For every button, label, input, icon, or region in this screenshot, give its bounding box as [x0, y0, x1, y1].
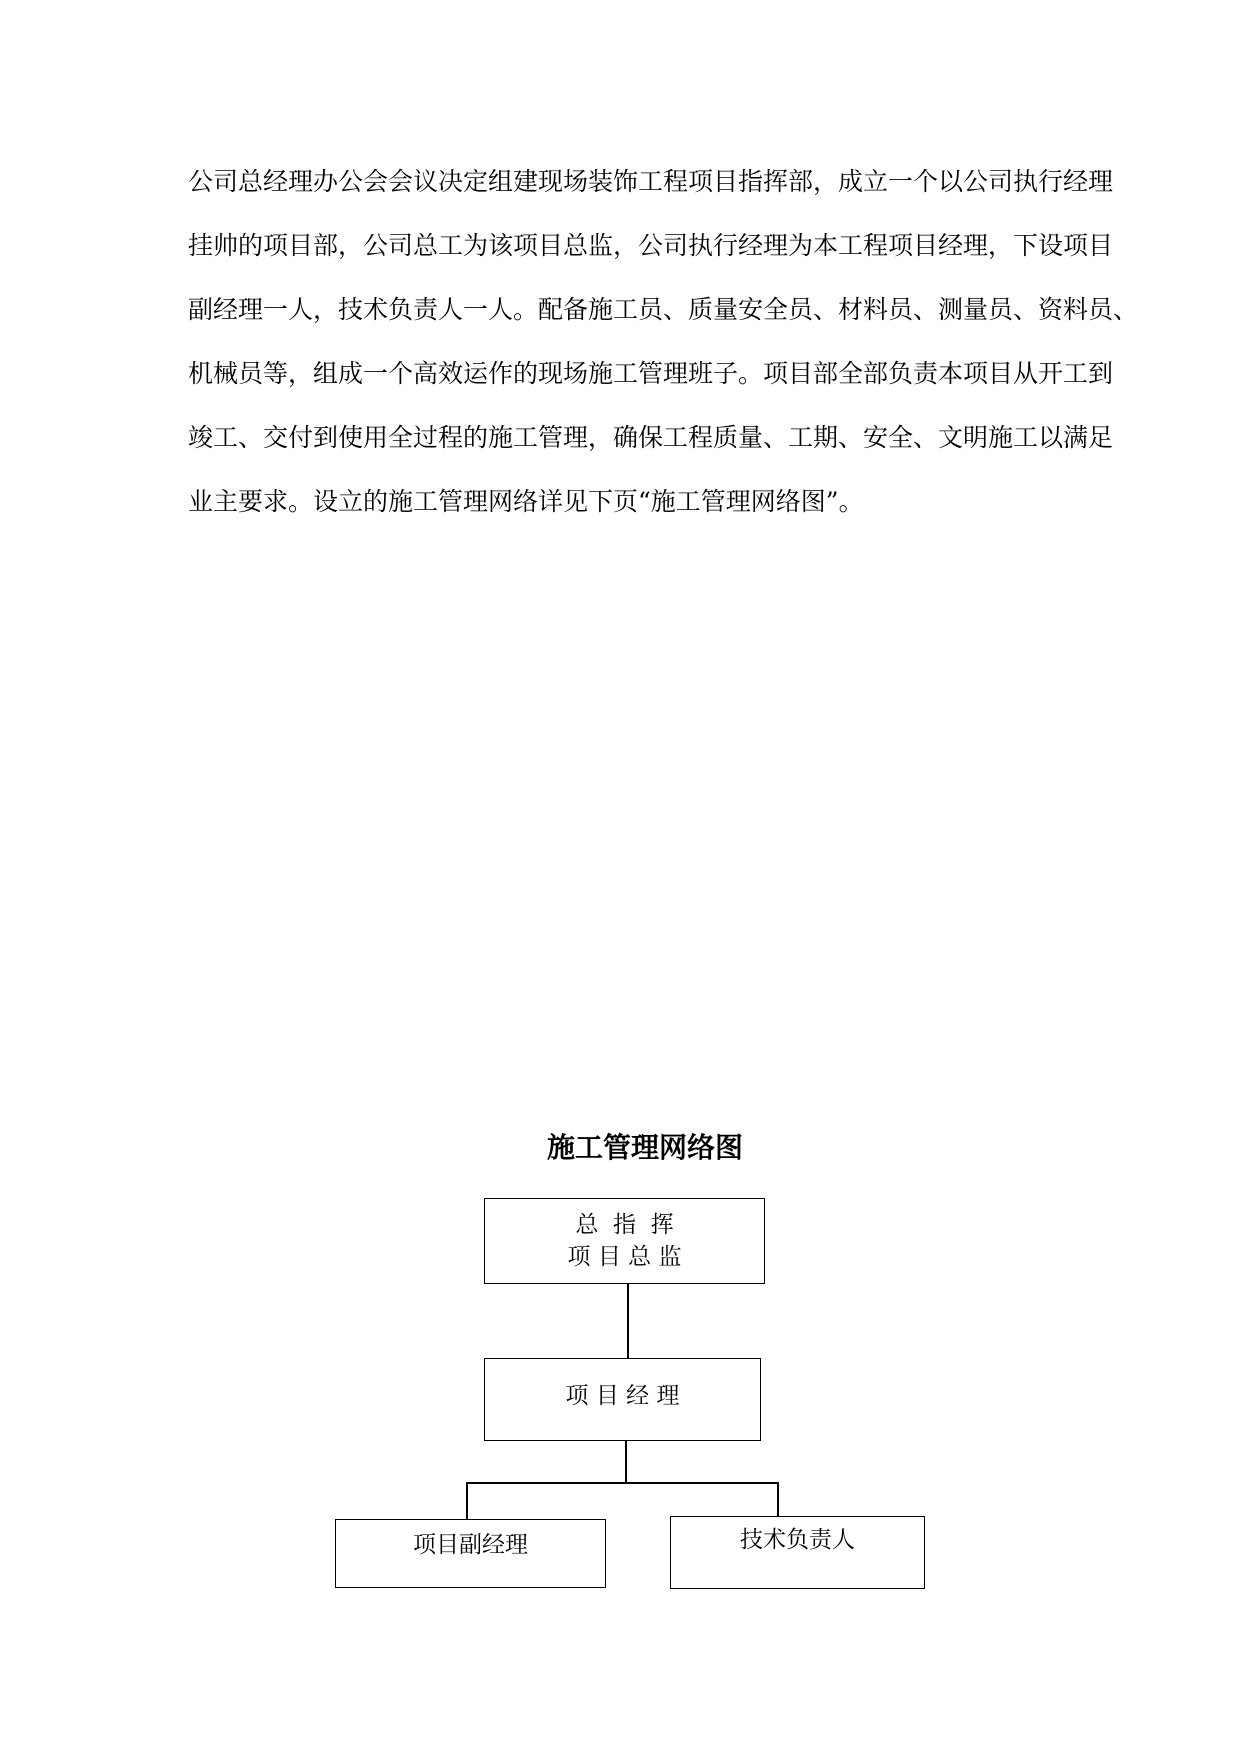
- left-box-label: 项目副经理: [413, 1532, 528, 1558]
- connector-horizontal: [466, 1482, 779, 1484]
- right-box: [670, 1516, 925, 1589]
- top-box: [484, 1198, 765, 1284]
- connector-top-middle: [627, 1284, 629, 1358]
- middle-box-label: 项 目 经 理: [565, 1383, 680, 1409]
- middle-box: [484, 1358, 761, 1441]
- connector-middle-down: [625, 1441, 627, 1483]
- paragraph-line-4: 机械员等，组成一个高效运作的现场施工管理班子。项目部全部负责本项目从开工到: [188, 359, 1114, 388]
- org-chart-title: 施工管理网络图: [546, 1131, 743, 1164]
- connector-left-down: [466, 1482, 468, 1519]
- left-box: [335, 1519, 606, 1588]
- paragraph-line-5: 竣工、交付到使用全过程的施工管理，确保工程质量、工期、安全、文明施工以满足: [188, 423, 1114, 452]
- connector-right-down: [777, 1482, 779, 1516]
- paragraph-line-2: 挂帅的项目部，公司总工为该项目总监，公司执行经理为本工程项目经理，下设项目: [188, 231, 1114, 260]
- paragraph-line-3: 副经理一人，技术负责人一人。配备施工员、质量安全员、材料员、测量员、资料员、: [188, 295, 1139, 324]
- top-box-line2: 项 目 总 监: [567, 1244, 682, 1270]
- paragraph-line-6: 业主要求。设立的施工管理网络详见下页“施工管理网络图”。: [188, 487, 864, 516]
- paragraph-line-1: 公司总经理办公会会议决定组建现场装饰工程项目指挥部，成立一个以公司执行经理: [188, 167, 1114, 196]
- right-box-label: 技术负责人: [740, 1527, 855, 1553]
- top-box-line1: 总 指 挥: [575, 1212, 674, 1238]
